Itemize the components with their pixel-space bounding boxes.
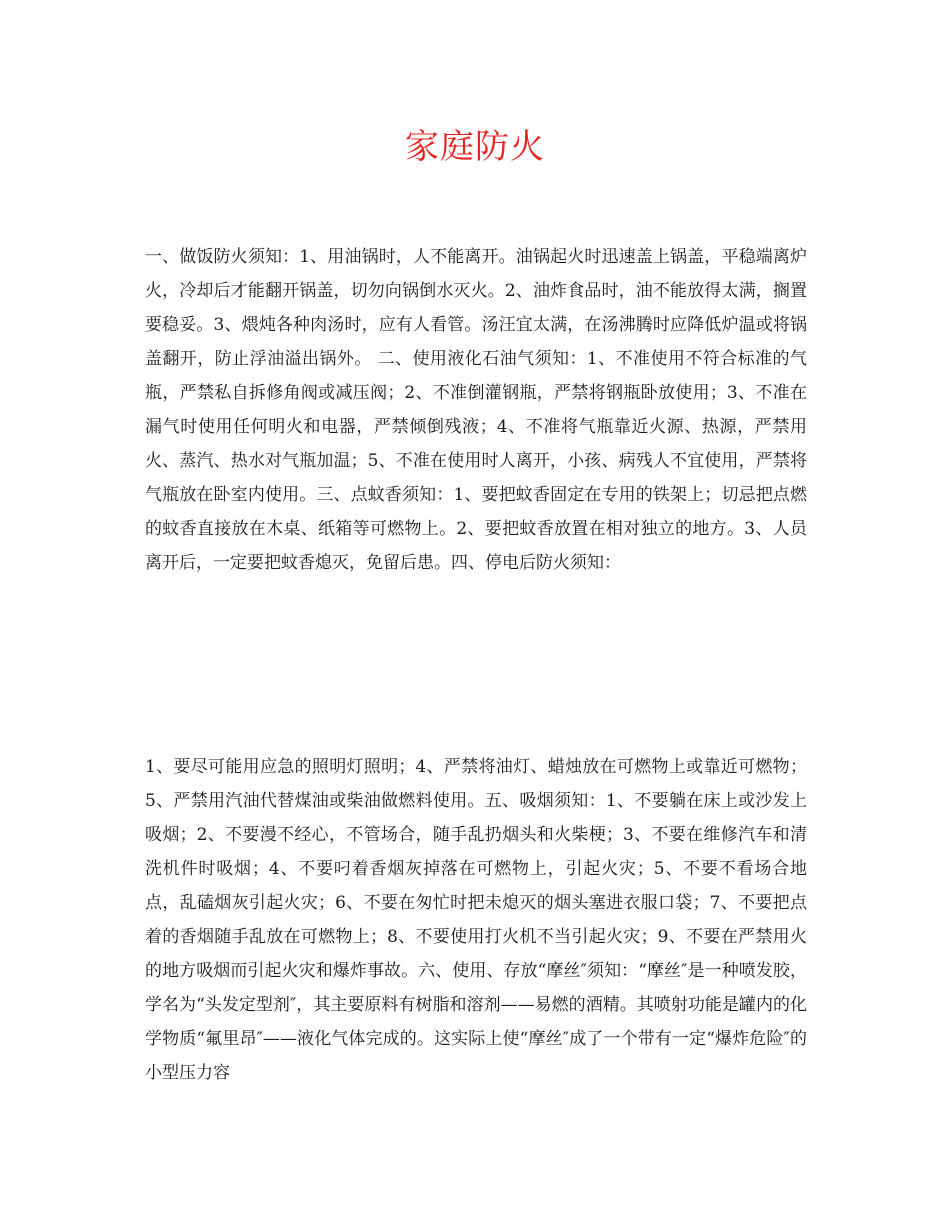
body-paragraph-2: 1、要尽可能用应急的照明灯照明；4、严禁将油灯、蜡烛放在可燃物上或靠近可燃物；5、严禁用汽油代替煤油或柴油做燃料使用。五、吸烟须知：1、不要躺在床上或沙发上吸烟；2、不要漫不经心，不管场合，随手乱扔烟头和火柴梗；3、不要在维修汽车和清洗机件时吸烟；4、不要叼着香烟灰掉落在可燃物上，引起火灾；5、不要不看场合地点，乱磕烟灰引起火灾；6、不要在匆忙时把未熄灭的烟头塞进衣服口袋；7、不要把点着的香烟随手乱放在可燃物上；8、不要使用打火机不当引起火灾；9、不要在严禁用火的地方吸烟而引起火灾和爆炸事故。六、使用、存放“摩丝″须知：“摩丝″是一种喷发胶，学名为“头发定型剂″，其主要原料有树脂和溶剂——易燃的酒精。其喷射功能是罐内的化学物质“氟里昂″——液化气体完成的。这实际上使“摩丝″成了一个带有一定“爆炸危险″的小型压力容 bbox=[145, 757, 807, 1083]
document-title: 家庭防火 bbox=[405, 127, 545, 167]
body-paragraph-1: 一、做饭防火须知：1、用油锅时，人不能离开。油锅起火时迅速盖上锅盖，平稳端离炉火，冷却后才能翻开锅盖，切勿向锅倒水灭火。2、油炸食品时，油不能放得太满，搁置要稳妥。3、煨炖各种肉汤时，应有人看管。汤汪宜太满，在汤沸腾时应降低炉温或将锅盖翻开，防止浮油溢出锅外。 二、使用液化石油气须知：1、不准使用不符合标准的气瓶，严禁私自拆修角阀或减压阀；2、不准倒灌钢瓶，严禁将钢瓶卧放使用；3、不准在漏气时使用任何明火和电器，严禁倾倒残液；4、不准将气瓶靠近火源、热源，严禁用火、蒸汽、热水对气瓶加温；5、不准在使用时人离开，小孩、病残人不宜使用，严禁将气瓶放在卧室内使用。三、点蚊香须知：1、要把蚊香固定在专用的铁架上；切忌把点燃的蚊香直接放在木桌、纸箱等可燃物上。2、要把蚊香放置在相对独立的地方。3、人员离开后，一定要把蚊香熄灭，免留后患。四、停电后防火须知： bbox=[145, 247, 807, 573]
